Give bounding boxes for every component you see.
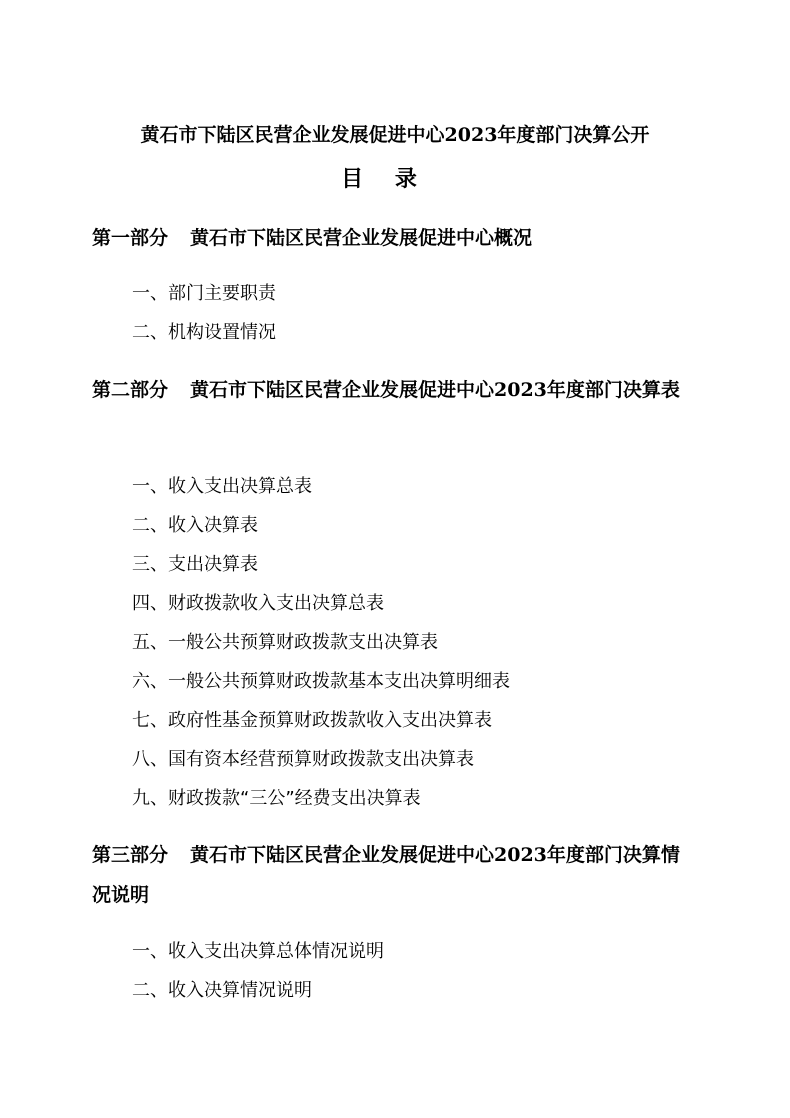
toc-item: 七、政府性基金预算财政拨款收入支出决算表 xyxy=(132,710,492,731)
toc-item: 八、国有资本经营预算财政拨款支出决算表 xyxy=(132,749,474,770)
section-heading-1 xyxy=(92,218,692,258)
toc-item: 一、收入支出决算总表 xyxy=(132,476,312,497)
section-part-label: 第一部分 xyxy=(92,227,169,249)
document-title: 黄石市下陆区民营企业发展促进中心2023年度部门决算公开 xyxy=(140,124,650,146)
toc-item: 二、机构设置情况 xyxy=(132,322,276,343)
toc-item: 四、财政拨款收入支出决算总表 xyxy=(132,593,384,614)
section-title: 黄石市下陆区民营企业发展促进中心概况 xyxy=(190,227,533,249)
section-heading-2 xyxy=(92,370,692,410)
toc-item: 一、部门主要职责 xyxy=(132,283,276,304)
toc-heading: 目 录 xyxy=(341,166,429,192)
section-title: 黄石市下陆区民营企业发展促进中心2023年度部门决算表 xyxy=(190,379,680,401)
toc-item: 一、收入支出决算总体情况说明 xyxy=(132,941,384,962)
toc-item: 三、支出决算表 xyxy=(132,554,258,575)
toc-item: 二、收入决算情况说明 xyxy=(132,980,312,1001)
section-part-label: 第二部分 xyxy=(92,379,169,401)
toc-item: 六、一般公共预算财政拨款基本支出决算明细表 xyxy=(132,671,510,692)
section-title: 黄石市下陆区民营企业发展促进中心2023年度部门决算情况说明 xyxy=(92,844,680,906)
toc-item: 二、收入决算表 xyxy=(132,515,258,536)
toc-item: 五、一般公共预算财政拨款支出决算表 xyxy=(132,632,438,653)
section-heading-3 xyxy=(92,835,692,915)
toc-item: 九、财政拨款“三公”经费支出决算表 xyxy=(132,788,421,809)
section-part-label: 第三部分 xyxy=(92,844,169,866)
